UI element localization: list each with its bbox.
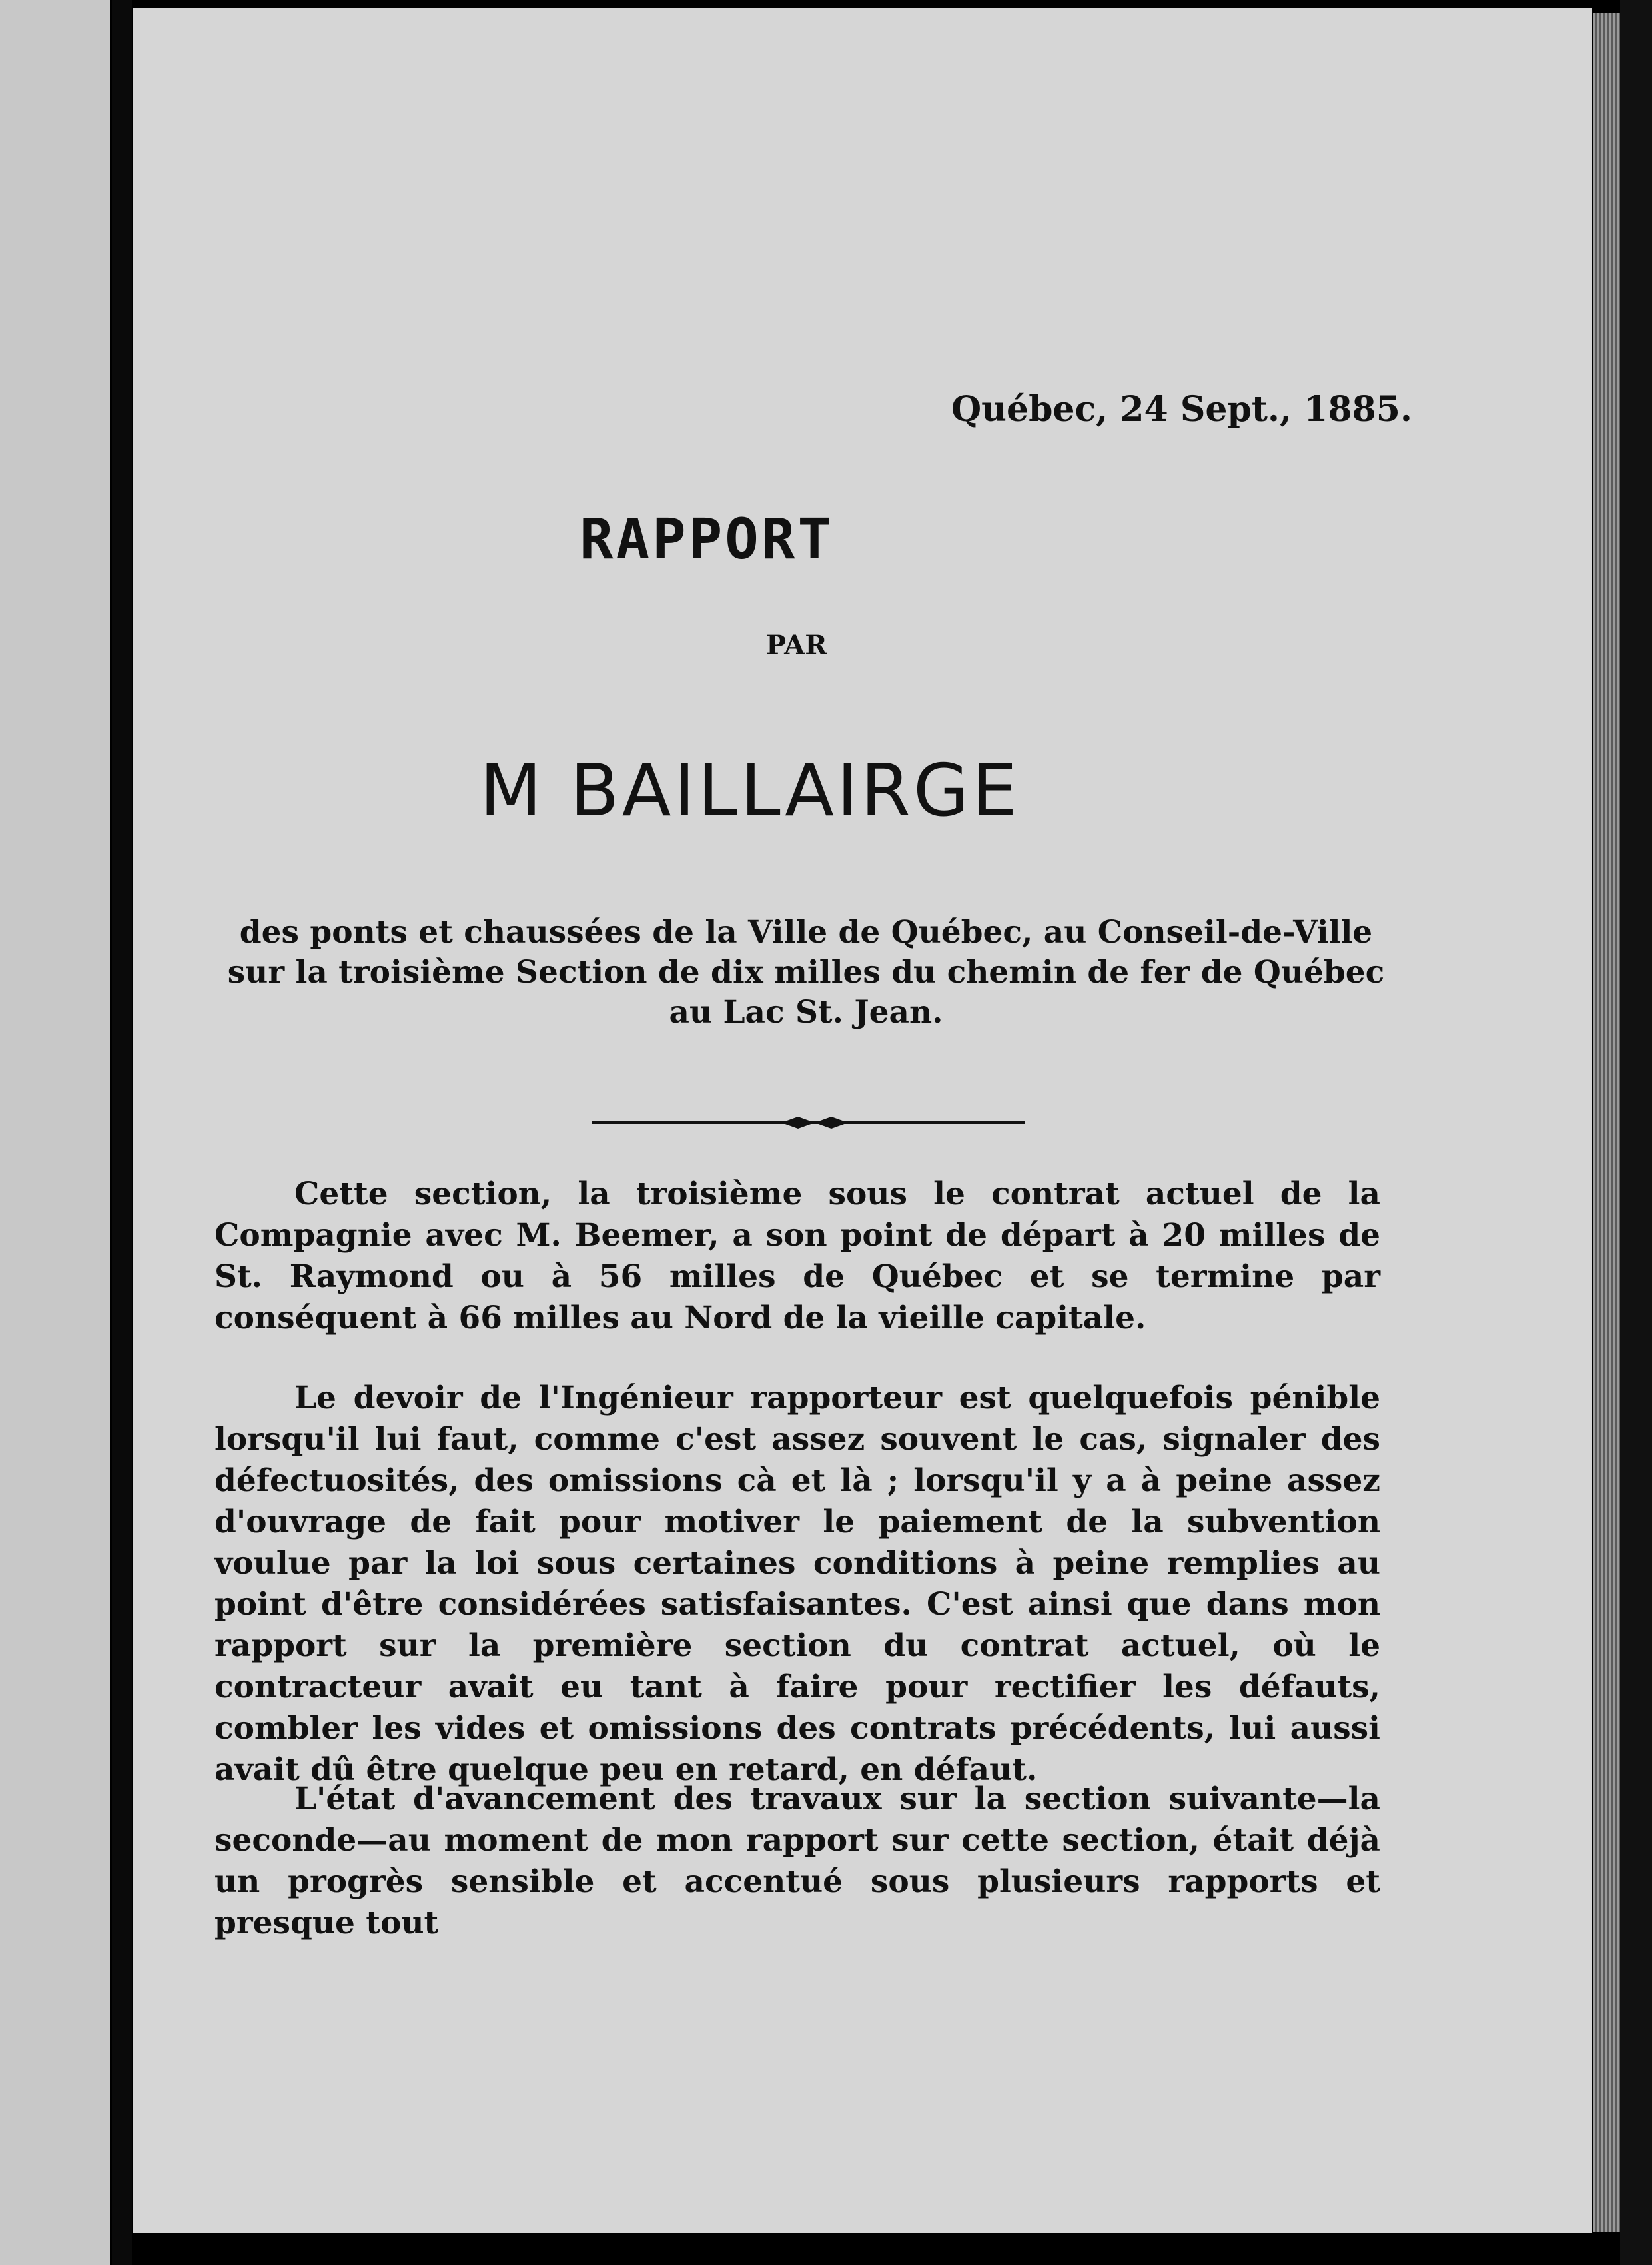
paragraph-1	[214, 1174, 1380, 1339]
paragraph-3-text: L'état d'avancement des travaux sur la section suivante—la seconde—au moment de mon rapport sur cette section, était déjà un progrès sensible et accentué sous plusieurs rapports et presque tout	[214, 1781, 1380, 1941]
scan-border	[1620, 0, 1652, 2265]
document-title: RAPPORT	[580, 506, 835, 572]
paragraph-2-text: Le devoir de l'Ingénieur rapporteur est quelquefois pénible lorsqu'il lui faut, comme c'est assez souvent le cas, signaler des défectuosités, des omissions cà et là ; lorsqu'il y a à peine assez d'ouvrage de fait pour motiver le paiement de la subvention voulue par la loi sous certaines conditions à peine remplies au point d'être considérées satisfaisantes. C'est ainsi que dans mon rapport sur la première section du contrat actuel, où le contracteur avait eu tant à faire pour rectifier les défauts, combler les vides et omissions des contrats précédents, lui aussi avait dû être quelque peu en retard, en défaut.	[214, 1380, 1380, 1788]
page-stack-edge	[1593, 13, 1620, 2232]
previous-page-margin	[0, 0, 110, 2265]
par-label: PAR	[766, 630, 827, 661]
paragraph-3	[214, 1779, 1380, 1944]
author-name: M BAILLAIRGE	[480, 749, 1020, 833]
dateline: Québec, 24 Sept., 1885.	[951, 389, 1412, 430]
subtitle: des ponts et chaussées de la Ville de Québec, au Conseil-de-Ville sur la troisième Section de dix milles du chemin de fer de Québec au Lac St. Jean.	[227, 914, 1385, 1031]
paragraph-2	[214, 1378, 1380, 1791]
binding-gutter	[112, 0, 132, 2265]
ornament-divider	[592, 1113, 1025, 1132]
paragraph-1-text: Cette section, la troisième sous le contrat actuel de la Compagnie avec M. Beemer, a son point de départ à 20 milles de St. Raymond ou à 56 milles de Québec et se termine par conséquent à 66 milles au Nord de la vieille capitale.	[214, 1176, 1380, 1336]
